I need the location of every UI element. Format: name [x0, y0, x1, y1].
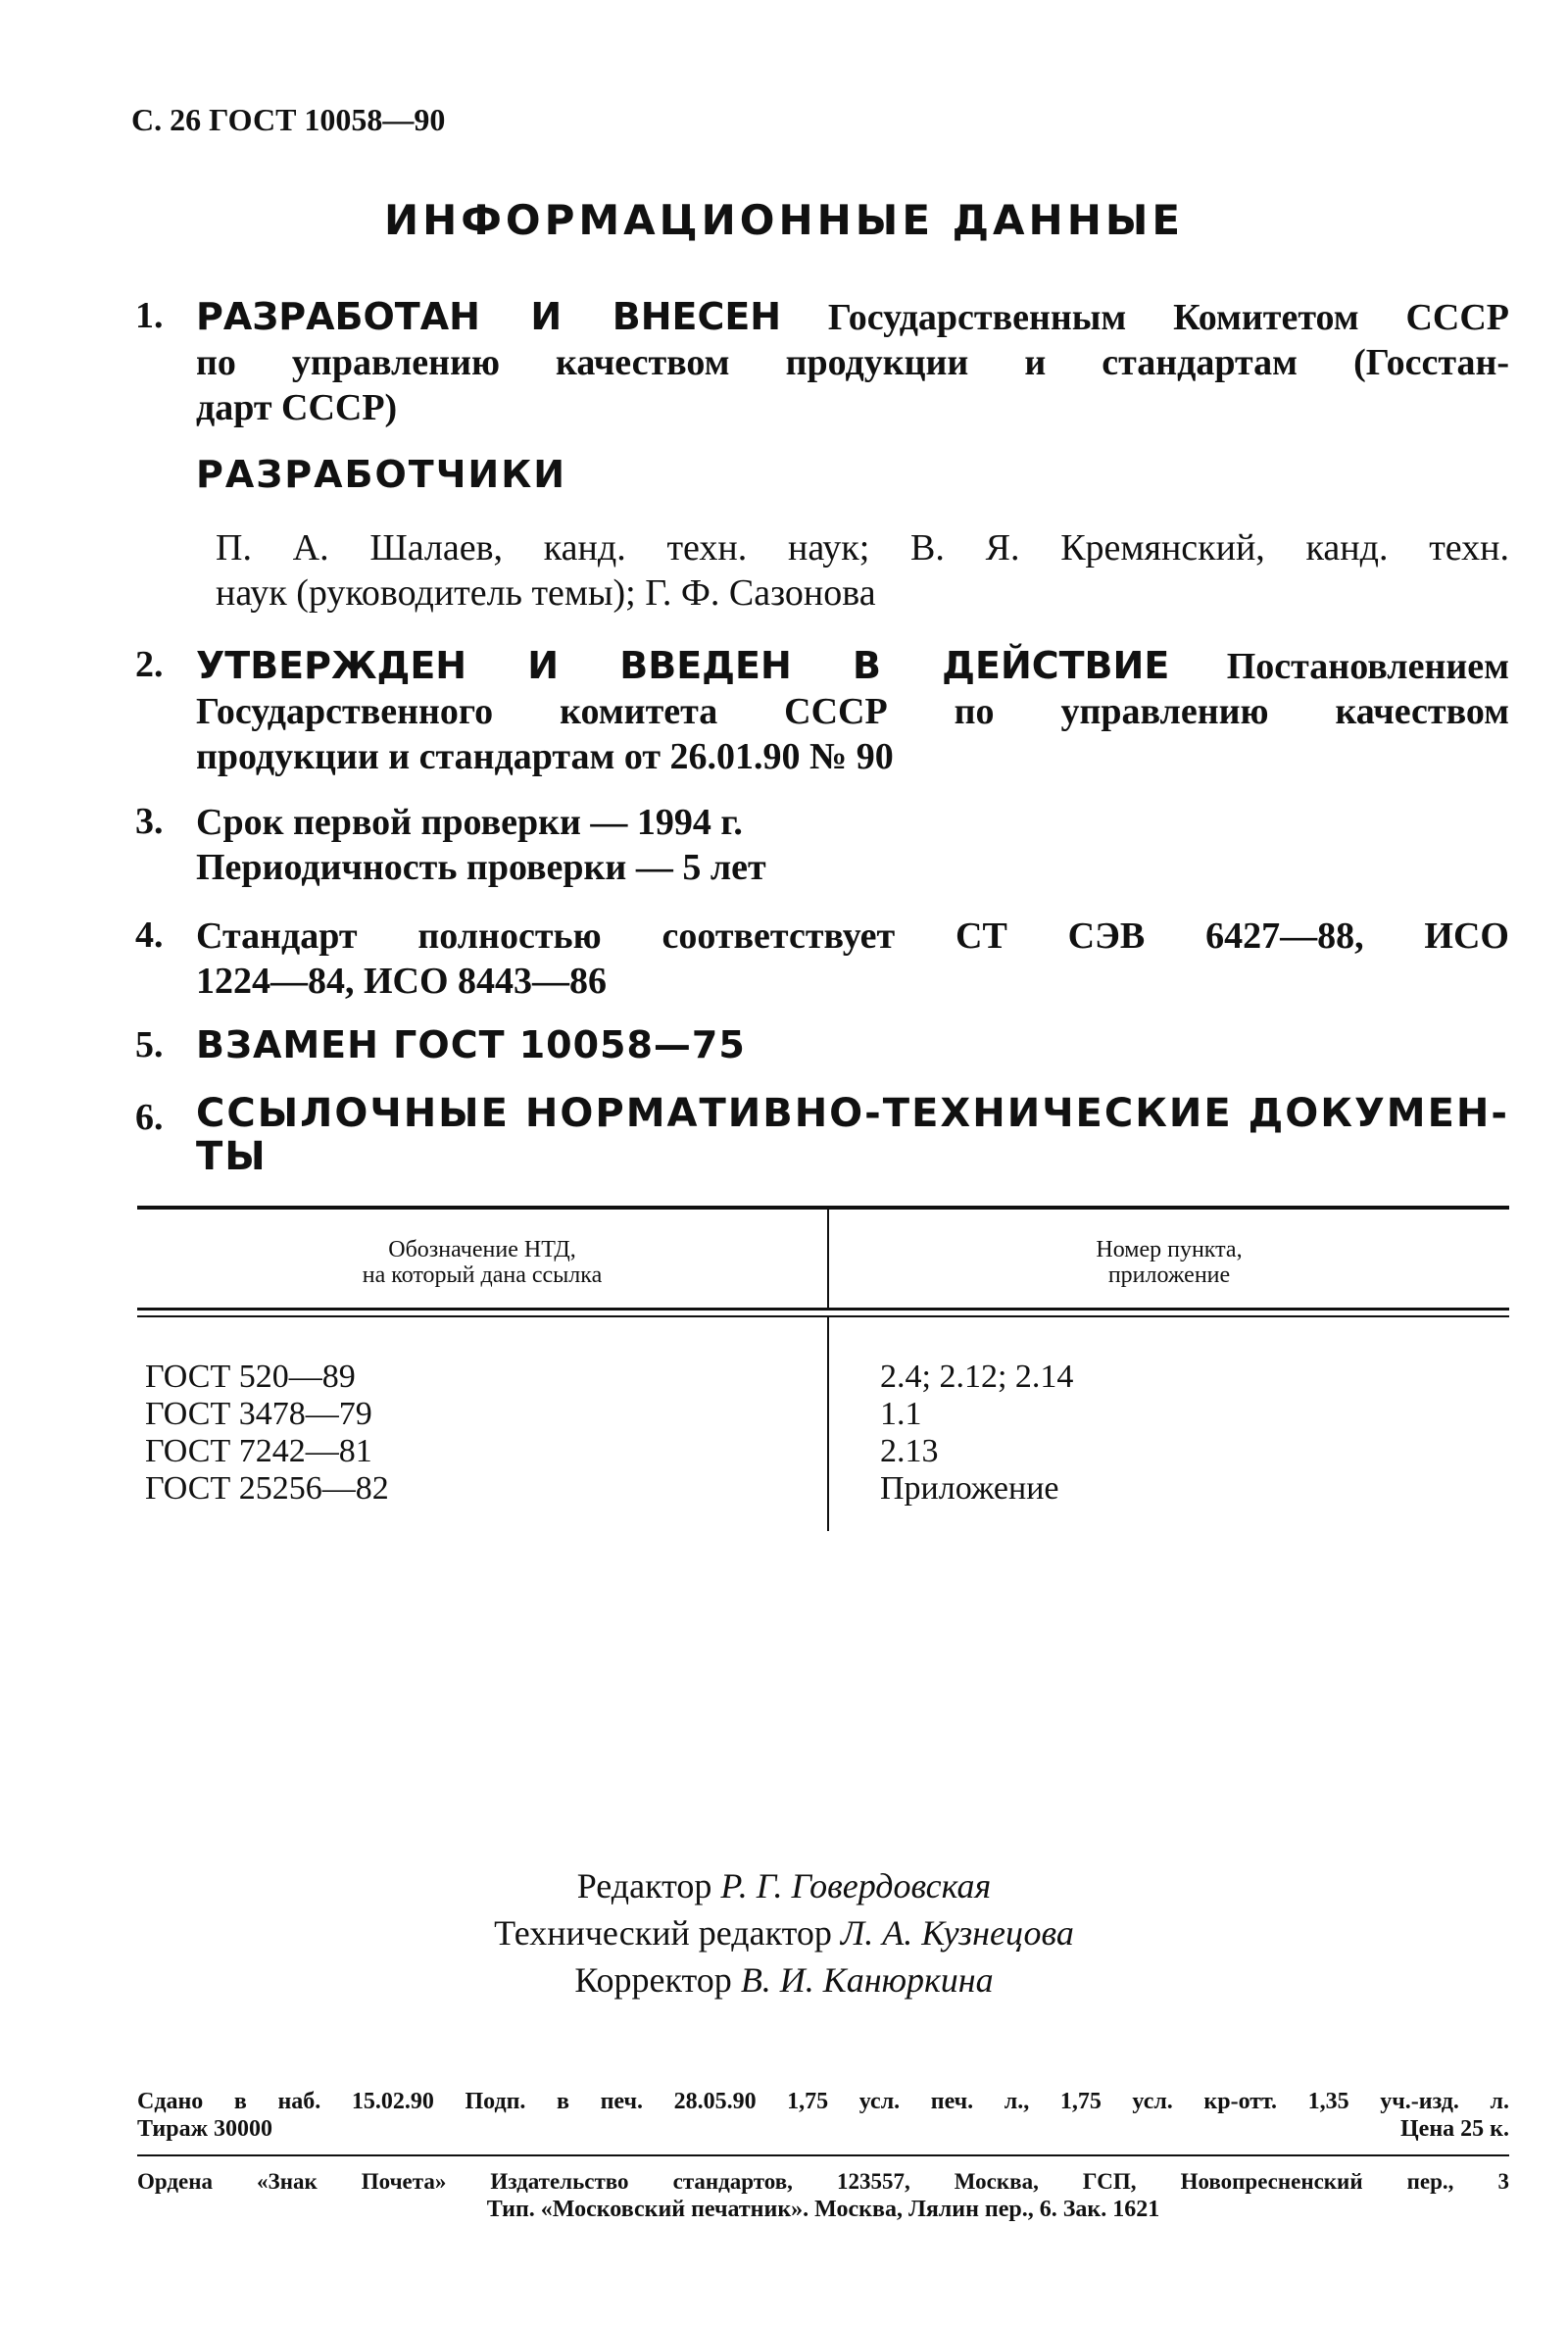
- item-4: [196, 914, 1509, 1004]
- column-header-clause-line1: Номер пункта,: [1096, 1237, 1243, 1262]
- item-3: [196, 800, 766, 890]
- item-2-number: 2.: [135, 644, 164, 685]
- imprint: [137, 2088, 1509, 2143]
- item-2-line1-rest: Постановлением: [1226, 646, 1509, 687]
- editor-label: Редактор: [576, 1866, 712, 1905]
- developers-heading: РАЗРАБОТЧИКИ: [196, 453, 567, 496]
- table-row: ГОСТ 7242—81: [145, 1433, 372, 1469]
- item-6-line1: ССЫЛОЧНЫЕ НОРМАТИВНО-ТЕХНИЧЕСКИЕ ДОКУМЕН-: [196, 1091, 1509, 1136]
- proofreader-label: Корректор: [574, 1960, 732, 2000]
- column-header-document-line1: Обозначение НТД,: [388, 1237, 576, 1262]
- item-3-line1: Срок первой проверки — 1994 г.: [196, 802, 743, 843]
- item-1-line1-rest: Государственным Комитетом СССР: [827, 297, 1509, 338]
- item-1-lead: РАЗРАБОТАН И ВНЕСЕН: [196, 295, 782, 338]
- table-body-divider: [827, 1317, 829, 1531]
- item-1-line3: дарт СССР): [196, 387, 398, 428]
- page-title: ИНФОРМАЦИОННЫЕ ДАННЫЕ: [383, 196, 1185, 244]
- item-1-number: 1.: [135, 295, 164, 336]
- item-3-number: 3.: [135, 801, 164, 842]
- credit-editor: [0, 1862, 1568, 1909]
- table-cell-clause: 1.1: [880, 1396, 922, 1432]
- table-top-rule: [137, 1206, 1509, 1210]
- developers-line1: П. А. Шалаев, канд. техн. наук; В. Я. Кремянский, канд. техн.: [216, 527, 1509, 569]
- item-6: [196, 1092, 1509, 1178]
- publisher-line2: Тип. «Московский печатник». Москва, Лялин пер., 6. Зак. 1621: [486, 2197, 1160, 2222]
- developers-list: [216, 525, 1509, 616]
- item-4-number: 4.: [135, 915, 164, 956]
- print-run: Тираж 30000: [137, 2116, 272, 2142]
- technical-editor-label: Технический редактор: [494, 1913, 832, 1953]
- table-document-column: [145, 1359, 389, 1508]
- publisher-line1: Ордена «Знак Почета» Издательство стандартов, 123557, Москва, ГСП, Новопресненский пер., 3: [137, 2169, 1509, 2194]
- proofreader-name: В. И. Канюркина: [740, 1960, 994, 2000]
- item-3-line2: Периодичность проверки — 5 лет: [196, 847, 766, 888]
- table-clause-column: [880, 1359, 1073, 1508]
- credit-proofreader: [0, 1956, 1568, 2003]
- column-header-document: [137, 1237, 827, 1288]
- table-header-rule-1: [137, 1308, 1509, 1311]
- credit-technical-editor: [0, 1909, 1568, 1956]
- table-cell-clause: 2.13: [880, 1433, 939, 1469]
- imprint-rule: [137, 2154, 1509, 2156]
- table-row: ГОСТ 25256—82: [145, 1470, 389, 1507]
- column-header-document-line2: на который дана ссылка: [362, 1262, 603, 1288]
- item-1: [196, 294, 1509, 430]
- publisher: [137, 2168, 1509, 2223]
- column-header-clause: [829, 1237, 1509, 1288]
- table-row: ГОСТ 520—89: [145, 1359, 356, 1395]
- table-cell-clause: Приложение: [880, 1470, 1059, 1507]
- imprint-line2: [137, 2115, 1509, 2143]
- price: Цена 25 к.: [1400, 2116, 1509, 2142]
- item-5-number: 5.: [135, 1024, 164, 1065]
- imprint-line1: Сдано в наб. 15.02.90 Подп. в печ. 28.05.90 1,75 усл. печ. л., 1,75 усл. кр-отт. 1,35 уч.-изд. л.: [137, 2089, 1509, 2114]
- technical-editor-name: Л. А. Кузнецова: [840, 1913, 1074, 1953]
- item-4-line2: 1224—84, ИСО 8443—86: [196, 961, 608, 1002]
- editor-name: Р. Г. Говердовская: [720, 1866, 992, 1905]
- page-reference: С. 26 ГОСТ 10058—90: [131, 102, 446, 137]
- item-2-line3: продукции и стандартам от 26.01.90 № 90: [196, 736, 894, 777]
- item-1-line2: по управлению качеством продукции и стандартам (Госстан-: [196, 342, 1509, 383]
- item-5: ВЗАМЕН ГОСТ 10058—75: [196, 1023, 746, 1066]
- table-header-rule-2: [137, 1315, 1509, 1317]
- item-2-line2: Государственного комитета СССР по управлению качеством: [196, 691, 1509, 732]
- column-header-clause-line2: приложение: [1107, 1262, 1231, 1288]
- item-6-number: 6.: [135, 1097, 164, 1138]
- table-row: ГОСТ 3478—79: [145, 1396, 372, 1432]
- item-4-line1: Стандарт полностью соответствует СТ СЭВ 6427—88, ИСО: [196, 915, 1509, 957]
- item-2: [196, 643, 1509, 779]
- item-6-line2: ТЫ: [196, 1134, 268, 1179]
- credits: [0, 1862, 1568, 2003]
- item-2-lead: УТВЕРЖДЕН И ВВЕДЕН В ДЕЙСТВИЕ: [196, 644, 1170, 687]
- developers-line2: наук (руководитель темы); Г. Ф. Сазонова: [216, 572, 876, 614]
- table-cell-clause: 2.4; 2.12; 2.14: [880, 1359, 1074, 1395]
